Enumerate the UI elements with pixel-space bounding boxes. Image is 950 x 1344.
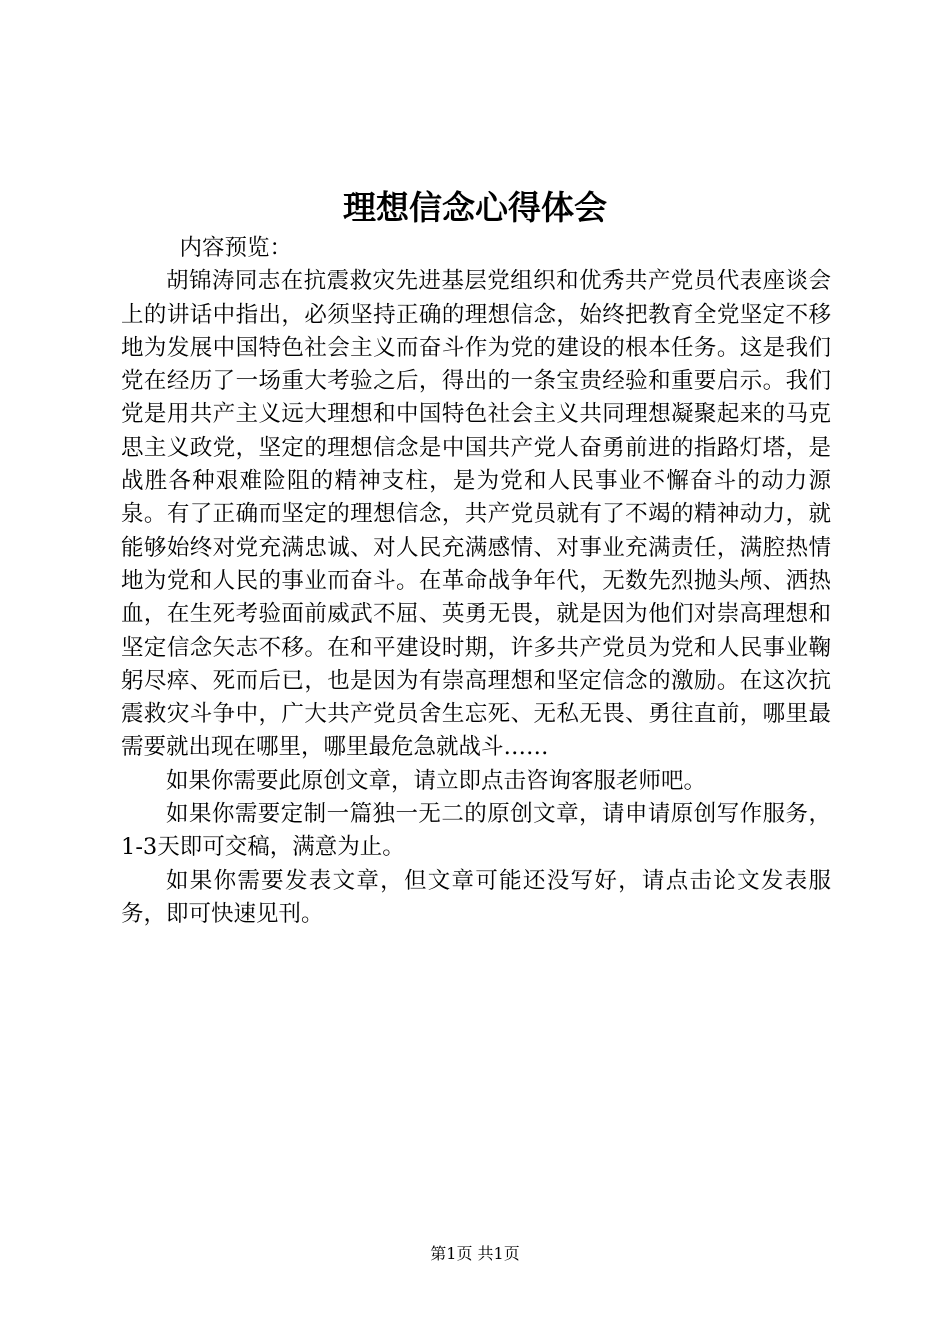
document-body xyxy=(121,232,831,931)
preview-label: 内容预览： xyxy=(179,235,293,261)
publish-paragraph: 如果你需要发表文章，但文章可能还没写好，请点击论文发表服务，即可快速见刊。 xyxy=(121,867,831,927)
custom-writing-paragraph: 如果你需要定制一篇独一无二的原创文章，请申请原创写作服务，1-3天即可交稿，满意为止。 xyxy=(121,801,831,861)
consult-paragraph: 如果你需要此原创文章，请立即点击咨询客服老师吧。 xyxy=(166,767,707,794)
main-paragraph: 胡锦涛同志在抗震救灾先进基层党组织和优秀共产党员代表座谈会上的讲话中指出，必须坚持正确的理想信念，始终把教育全党坚定不移地为发展中国特色社会主义而奋斗作为党的建设的根本任务。这是我们党在经历了一场重大考验之后，得出的一条宝贵经验和重要启示。我们党是用共产主义远大理想和中国特色社会主义共同理想凝聚起来的马克思主义政党，坚定的理想信念是中国共产党人奋勇前进的指路灯塔，是战胜各种艰难险阻的精神支柱，是为党和人民事业不懈奋斗的动力源泉。有了正确而坚定的理想信念，共产党员就有了不竭的精神动力，就能够始终对党充满忠诚、对人民充满感情、对事业充满责任，满腔热情地为党和人民的事业而奋斗。在革命战争年代，无数先烈抛头颅、洒热血，在生死考验面前威武不屈、英勇无畏，就是因为他们对崇高理想和坚定信念矢志不移。在和平建设时期，许多共产党员为党和人民事业鞠躬尽瘁、死而后已，也是因为有崇高理想和坚定信念的激励。在这次抗震救灾斗争中，广大共产党员舍生忘死、无私无畏、勇往直前，哪里最需要就出现在哪里，哪里最危急就战斗…… xyxy=(121,268,831,761)
document-title: 理想信念心得体会 xyxy=(343,188,607,227)
page-number: 第1页 共1页 xyxy=(430,1244,520,1263)
